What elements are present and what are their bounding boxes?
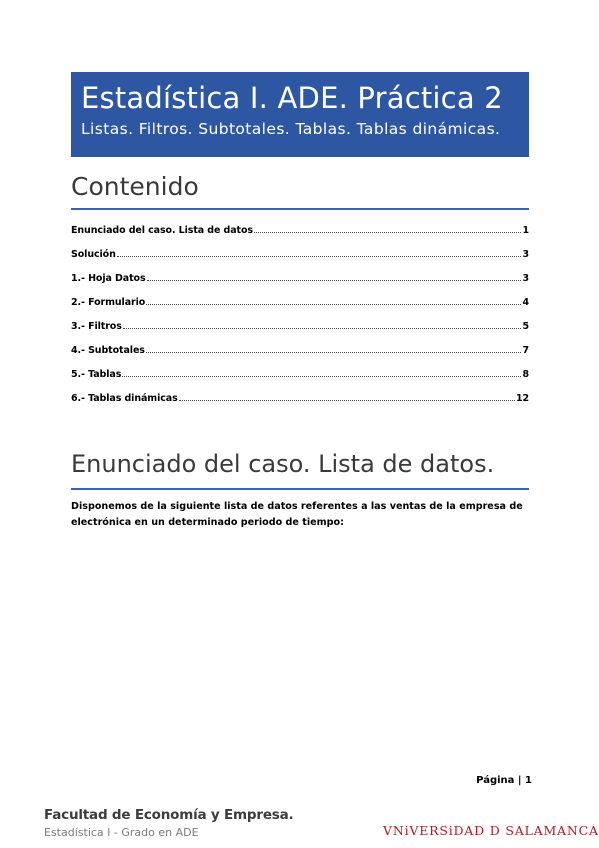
toc-entry-label: 6.- Tablas dinámicas bbox=[71, 393, 178, 404]
university-logo: VNiVERSiDAD D SALAMANCA bbox=[383, 823, 599, 838]
toc-leader-dots bbox=[147, 279, 522, 281]
toc-entry-page: 7 bbox=[522, 345, 529, 356]
toc-entry-page: 5 bbox=[522, 321, 529, 332]
toc-entry-label: 3.- Filtros bbox=[71, 321, 122, 332]
toc-entry-page: 12 bbox=[515, 393, 529, 404]
toc-entry[interactable] bbox=[71, 364, 529, 380]
toc-entry[interactable] bbox=[71, 388, 529, 404]
intro-paragraph: Disponemos de la siguiente lista de datos referentes a las ventas de la empresa de electrónica en un determinado periodo de tiempo: bbox=[71, 501, 523, 528]
toc-leader-dots bbox=[146, 303, 521, 305]
toc-entry-page: 1 bbox=[522, 225, 529, 236]
toc-leader-dots bbox=[146, 351, 522, 353]
toc-leader-dots bbox=[179, 399, 515, 401]
page-number: Página | 1 bbox=[476, 775, 532, 786]
toc-leader-dots bbox=[122, 375, 521, 377]
toc-leader-dots bbox=[117, 255, 522, 257]
toc-entry-page: 3 bbox=[522, 249, 529, 260]
toc-entry-page: 4 bbox=[522, 297, 529, 308]
course-name: Estadística I - Grado en ADE bbox=[44, 826, 199, 839]
toc-entry-label: 1.- Hoja Datos bbox=[71, 273, 146, 284]
toc-entry[interactable] bbox=[71, 220, 529, 236]
toc-entry[interactable] bbox=[71, 292, 529, 308]
toc-entry-label: 4.- Subtotales bbox=[71, 345, 145, 356]
toc-entry[interactable] bbox=[71, 268, 529, 284]
toc-entry-label: 5.- Tablas bbox=[71, 369, 122, 380]
document-subtitle: Listas. Filtros. Subtotales. Tablas. Tablas dinámicas. bbox=[81, 120, 501, 138]
section-heading: Enunciado del caso. Lista de datos. bbox=[71, 450, 529, 490]
toc-entry[interactable] bbox=[71, 316, 529, 332]
toc-entry[interactable] bbox=[71, 340, 529, 356]
document-title: Estadística I. ADE. Práctica 2 bbox=[81, 81, 503, 115]
toc-entry[interactable] bbox=[71, 244, 529, 260]
toc-leader-dots bbox=[254, 231, 522, 233]
title-banner bbox=[71, 72, 529, 157]
toc-heading: Contenido bbox=[71, 172, 529, 210]
toc-entry-label: 2.- Formulario bbox=[71, 297, 146, 308]
toc-entry-page: 3 bbox=[522, 273, 529, 284]
toc-entry-label: Enunciado del caso. Lista de datos bbox=[71, 225, 253, 236]
toc-leader-dots bbox=[123, 327, 522, 329]
toc-entry-page: 8 bbox=[522, 369, 529, 380]
toc-entry-label: Solución bbox=[71, 249, 116, 260]
faculty-name: Facultad de Economía y Empresa. bbox=[44, 807, 294, 823]
footer-faculty-block bbox=[44, 807, 293, 839]
